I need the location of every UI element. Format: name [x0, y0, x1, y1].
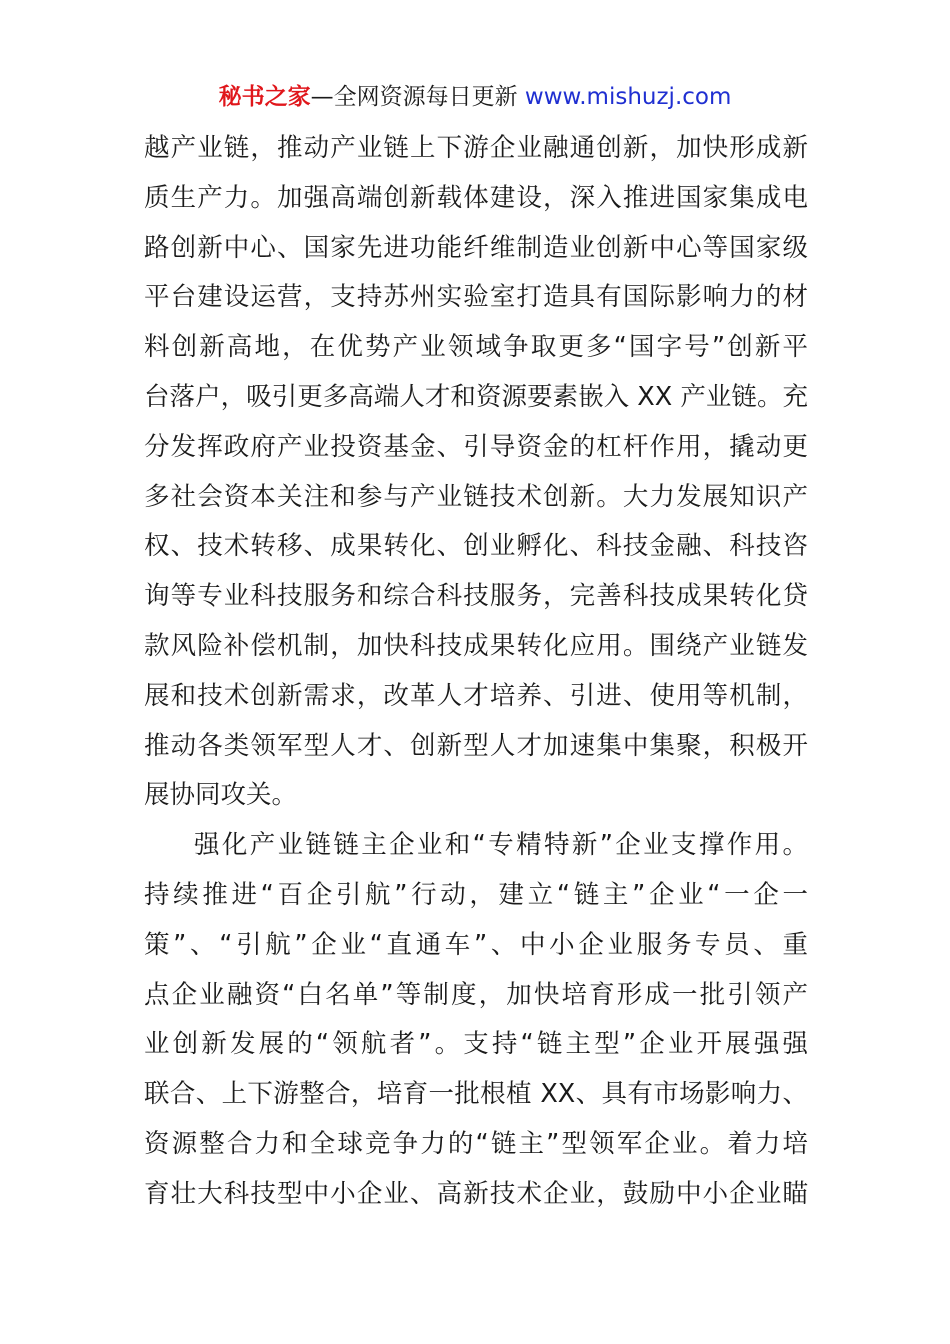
- text-line: 业创新发展的“领航者”。支持“链主型”企业开展强强: [144, 1029, 808, 1060]
- site-url-link[interactable]: www.mishuzj.com: [524, 84, 732, 110]
- text-line: 越产业链，推动产业链上下游企业融通创新，加快形成新: [144, 133, 808, 163]
- text-line: 策”、“引航”企业“直通车”、中小企业服务专员、重: [144, 929, 808, 960]
- paragraph-2: [144, 821, 808, 1219]
- text-line: 展和技术创新需求，改革人才培养、引进、使用等机制，: [144, 680, 808, 711]
- brand-name: 秘书之家: [218, 84, 311, 110]
- text-line: 分发挥政府产业投资基金、引导资金的杠杆作用，撬动更: [144, 431, 808, 462]
- paragraph-1: [144, 124, 808, 821]
- text-line: 育壮大科技型中小企业、高新技术企业，鼓励中小企业瞄: [144, 1178, 808, 1209]
- text-line: 款风险补偿机制，加快科技成果转化应用。围绕产业链发: [144, 630, 808, 661]
- text-line: 质生产力。加强高端创新载体建设，深入推进国家集成电: [144, 182, 808, 213]
- document-body: [144, 124, 808, 1220]
- text-line: 路创新中心、国家先进功能纤维制造业创新中心等国家级: [144, 232, 808, 263]
- text-line: 平台建设运营，支持苏州实验室打造具有国际影响力的材: [144, 282, 808, 313]
- text-line: 权、技术转移、成果转化、创业孵化、科技金融、科技咨: [144, 531, 808, 562]
- text-line: 点企业融资“白名单”等制度，加快培育形成一批引领产: [144, 979, 808, 1010]
- text-line: 料创新高地，在优势产业领域争取更多“国字号”创新平: [144, 332, 808, 363]
- text-line: 推动各类领军型人才、创新型人才加速集中集聚，积极开: [144, 730, 808, 761]
- site-header: [0, 80, 950, 114]
- text-line: 多社会资本关注和参与产业链技术创新。大力发展知识产: [144, 481, 808, 512]
- text-line: 询等专业科技服务和综合科技服务，完善科技成果转化贷: [144, 581, 808, 612]
- text-line: 台落户，吸引更多高端人才和资源要素嵌入 XX 产业链。充: [144, 381, 808, 412]
- header-tagline: —全网资源每日更新: [310, 84, 518, 110]
- text-line: 联合、上下游整合，培育一批根植 XX、具有市场影响力、: [144, 1079, 808, 1110]
- text-line: 展协同攻关。: [144, 780, 298, 811]
- text-line: 持续推进“百企引航”行动，建立“链主”企业“一企一: [144, 879, 808, 910]
- text-line: 强化产业链链主企业和“专精特新”企业支撑作用。: [194, 830, 808, 861]
- text-line: 资源整合力和全球竞争力的“链主”型领军企业。着力培: [144, 1128, 808, 1159]
